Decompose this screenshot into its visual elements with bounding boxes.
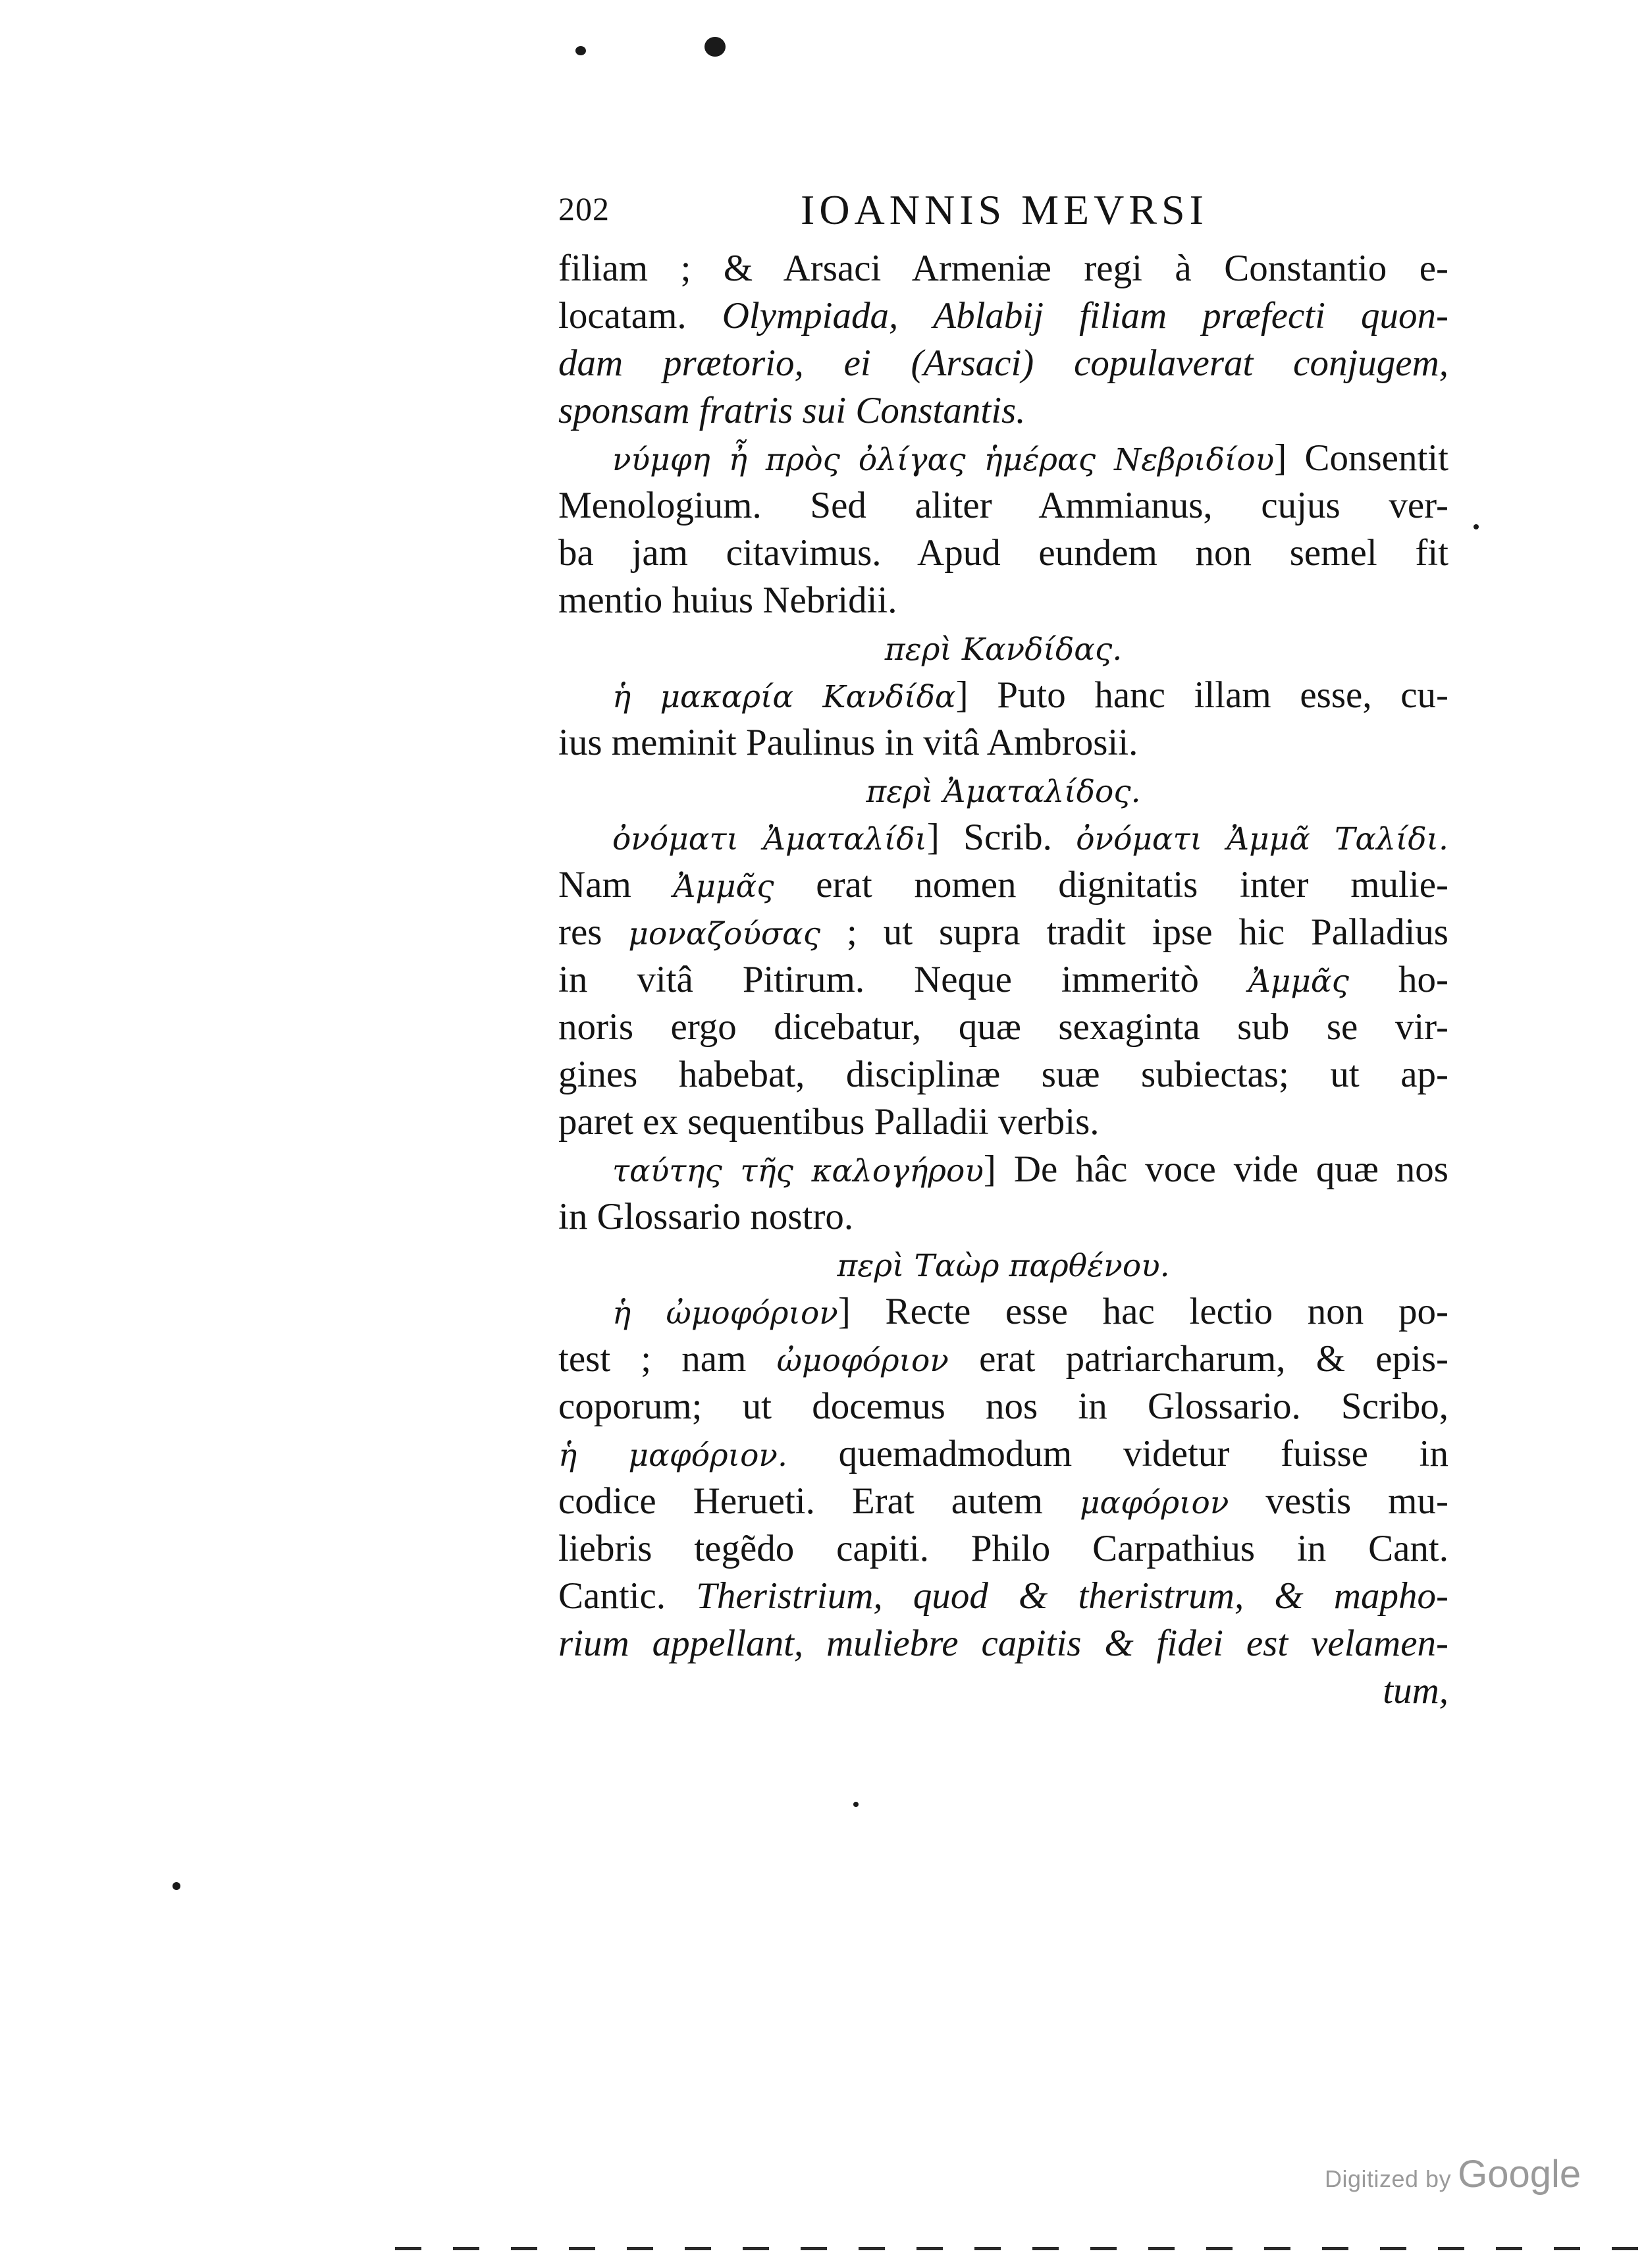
text-line-21: in Glossario nostro. [558, 1196, 854, 1237]
text-line-18: gines habebat, disciplinæ suæ subiectas; ut ap- [558, 1054, 1448, 1095]
text-block [558, 245, 1448, 1715]
google-logo: Google [1458, 2153, 1581, 2196]
text-line-20: ταύτης τῆς καλογήρου] De hâc voce vide quæ nos [612, 1148, 1448, 1190]
running-head: IOANNIS MEVRSI [801, 186, 1208, 233]
watermark-lead: Digitized by [1325, 2165, 1452, 2192]
ink-speck [575, 46, 586, 55]
text-line-02: locatam. Olympiada, Ablabij filiam præfecti quon- [558, 295, 1448, 337]
text-line-05: νύμφη ἦ πρὸς ὀλίγας ἡμέρας Νεβριδίου] Consentit [612, 437, 1448, 479]
text-line-08: mentio huius Nebridii. [558, 580, 897, 621]
text-line-14: Nam Ἀμμᾶς erat nomen dignitatis inter mulie- [558, 864, 1448, 905]
text-line-04: sponsam fratris sui Constantis. [558, 390, 1026, 431]
text-line-16: in vitâ Pitirum. Neque immeritò Ἀμμᾶς ho- [558, 959, 1448, 1000]
text-line-29: Cantic. Theristrium, quod & theristrum, & mapho- [558, 1575, 1448, 1617]
text-line-26: ἡ μαφόριον. quemadmodum videtur fuisse in [558, 1433, 1448, 1474]
text-line-01: filiam ; & Arsaci Armeniæ regi à Constantio e- [558, 248, 1448, 289]
text-line-24: test ; nam ὠμοφόριον erat patriarcharum, & epis- [558, 1338, 1448, 1380]
ink-speck [173, 1882, 180, 1890]
scan-edge-dashes [395, 2247, 1639, 2250]
google-watermark [1325, 2152, 1581, 2196]
text-line-17: noris ergo dicebatur, quæ sexaginta sub se vir- [558, 1006, 1448, 1048]
text-line-10: ἡ μακαρία Κανδίδα] Puto hanc illam esse, cu- [612, 674, 1448, 716]
text-line-28: liebris tegẽdo capiti. Philo Carpathius in Cant. [558, 1528, 1448, 1569]
ink-speck [704, 37, 726, 57]
text-line-06: Menologium. Sed aliter Ammianus, cujus ver- [558, 485, 1448, 526]
text-line-13: ὀνόματι Ἀματαλίδι] Scrib. ὀνόματι Ἀμμᾶ Ταλίδι. [612, 817, 1448, 858]
section-heading: περὶ Ἀματαλίδος. [866, 774, 1141, 810]
section-heading: περὶ Κανδίδας. [884, 632, 1123, 668]
text-line-11: ius meminit Paulinus in vitâ Ambrosii. [558, 722, 1138, 763]
section-heading: περὶ Ταὼρ παρθένου. [837, 1248, 1170, 1284]
text-line-07: ba jam citavimus. Apud eundem non semel fit [558, 532, 1448, 574]
text-line-27: codice Herueti. Erat autem μαφόριον vestis mu- [558, 1480, 1448, 1522]
ink-speck [853, 1802, 859, 1807]
text-line-23: ἡ ὠμοφόριον] Recte esse hac lectio non po- [612, 1291, 1448, 1332]
text-line-15: res μοναζούσας ; ut supra tradit ipse hic Palladius [558, 911, 1448, 953]
ink-speck [1473, 524, 1479, 529]
catchword: tum, [1383, 1670, 1448, 1712]
text-line-03: dam prætorio, ei (Arsaci) copulaverat conjugem, [558, 342, 1448, 384]
text-line-19: paret ex sequentibus Palladii verbis. [558, 1101, 1100, 1143]
text-line-25: coporum; ut docemus nos in Glossario. Scribo, [558, 1386, 1448, 1427]
text-line-30: rium appellant, muliebre capitis & fidei est velamen- [558, 1623, 1448, 1664]
page-header [558, 186, 1223, 238]
page-number: 202 [558, 190, 610, 227]
